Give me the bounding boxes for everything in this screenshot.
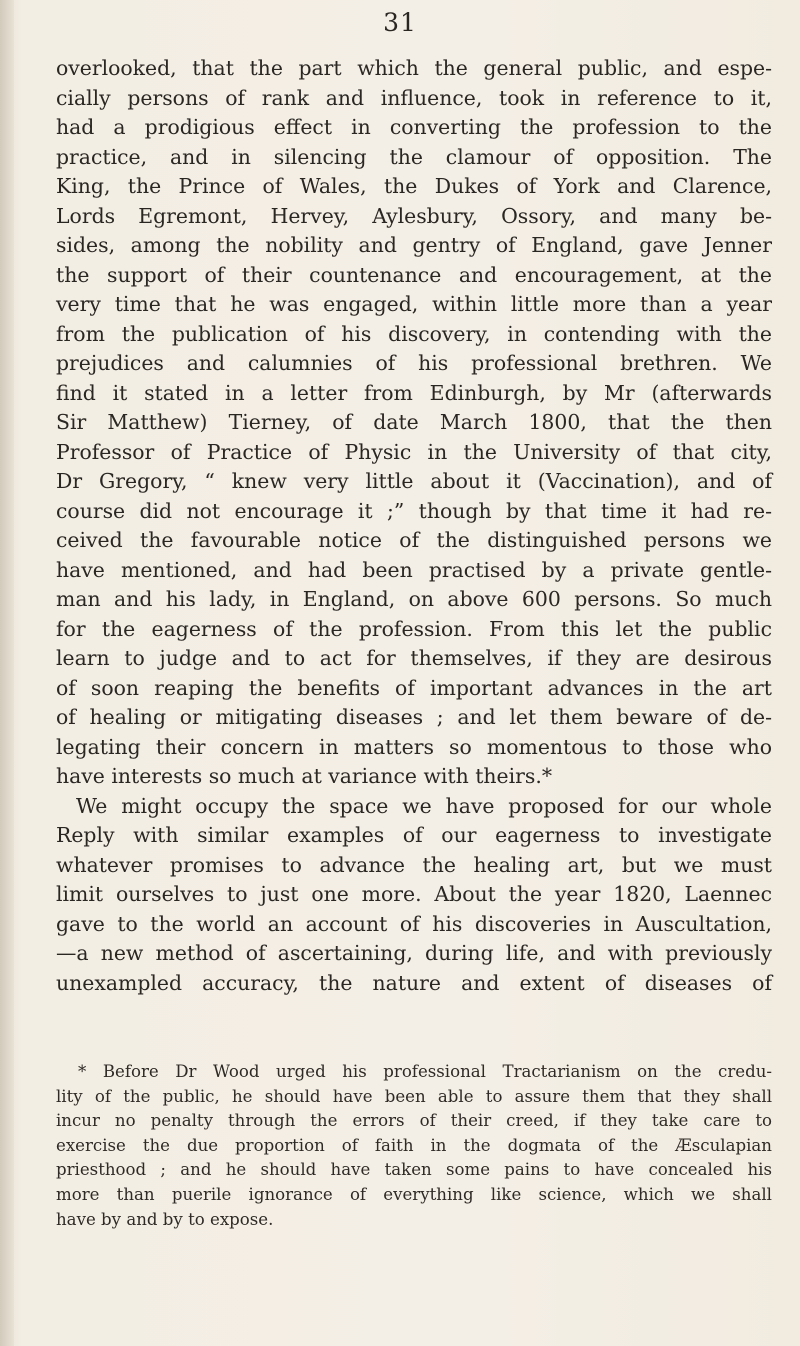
page-number: 31 (383, 8, 417, 37)
body-line: legating their concern in matters so momentous to those who (56, 734, 772, 759)
footnote-line: priesthood ; and he should have taken some pains to have concealed his (56, 1160, 772, 1180)
footnote-line: incur no penalty through the errors of their creed, if they take care to (56, 1111, 772, 1131)
footnote (56, 1060, 772, 1232)
body-line: learn to judge and to act for themselves, if they are desirous (56, 646, 772, 670)
footnote-line: * Before Dr Wood urged his professional Tractarianism on the credu- (78, 1062, 772, 1081)
body-line: find it stated in a letter from Edinburgh, by Mr (afterwards (56, 380, 772, 405)
body-line: King, the Prince of Wales, the Dukes of York and Clarence, (56, 174, 772, 198)
body-line: We might occupy the space we have proposed for our whole (76, 793, 772, 818)
body-line: cially persons of rank and influence, took in reference to it, (56, 85, 772, 110)
body-line: Dr Gregory, “ knew very little about it (Vaccination), and of (56, 469, 772, 493)
body-line: of soon reaping the benefits of important advances in the art (56, 675, 772, 700)
body-line: Sir Matthew) Tierney, of date March 1800, that the then (56, 410, 772, 434)
body-line: have mentioned, and had been practised by a private gentle- (56, 557, 772, 582)
body-line: practice, and in silencing the clamour of opposition. The (56, 144, 772, 169)
footnote-line: have by and by to expose. (56, 1209, 274, 1229)
page-binding-edge (0, 0, 14, 1346)
body-line: overlooked, that the part which the general public, and espe- (56, 56, 772, 80)
body-line: for the eagerness of the profession. From this let the public (56, 616, 772, 641)
footnote-line: lity of the public, he should have been able to assure them that they shall (56, 1086, 772, 1106)
body-line: man and his lady, in England, on above 600 persons. So much (56, 587, 772, 611)
body-line: ceived the favourable notice of the distinguished persons we (56, 528, 772, 552)
body-line: of healing or mitigating diseases ; and let them beware of de- (56, 705, 772, 729)
body-line: gave to the world an account of his discoveries in Auscultation, (56, 911, 772, 936)
body-line: —a new method of ascertaining, during life, and with previously (56, 941, 772, 965)
body-line: very time that he was engaged, within little more than a year (56, 292, 772, 316)
body-line: Reply with similar examples of our eagerness to investigate (56, 823, 772, 847)
body-line: Professor of Practice of Physic in the University of that city, (56, 439, 772, 464)
body-line: unexampled accuracy, the nature and extent of diseases of (56, 970, 772, 995)
body-line: prejudices and calumnies of his professional brethren. We (56, 351, 772, 375)
body-line: whatever promises to advance the healing art, but we must (56, 852, 772, 877)
body-line: the support of their countenance and encouragement, at the (56, 262, 772, 287)
footnote-line: more than puerile ignorance of everything like science, which we shall (56, 1184, 772, 1204)
body-line: from the publication of his discovery, in contending with the (56, 321, 772, 346)
body-line: have interests so much at variance with theirs.* (56, 764, 553, 788)
body-text (56, 54, 772, 998)
body-line: Lords Egremont, Hervey, Aylesbury, Ossory, and many be- (56, 203, 772, 228)
body-line: had a prodigious effect in converting the profession to the (56, 115, 772, 139)
body-line: sides, among the nobility and gentry of England, gave Jenner (56, 233, 772, 257)
footnote-line: exercise the due proportion of faith in the dogmata of the Æsculapian (56, 1135, 772, 1155)
body-line: limit ourselves to just one more. About the year 1820, Laennec (56, 882, 772, 906)
body-line: course did not encourage it ;” though by that time it had re- (56, 498, 772, 523)
